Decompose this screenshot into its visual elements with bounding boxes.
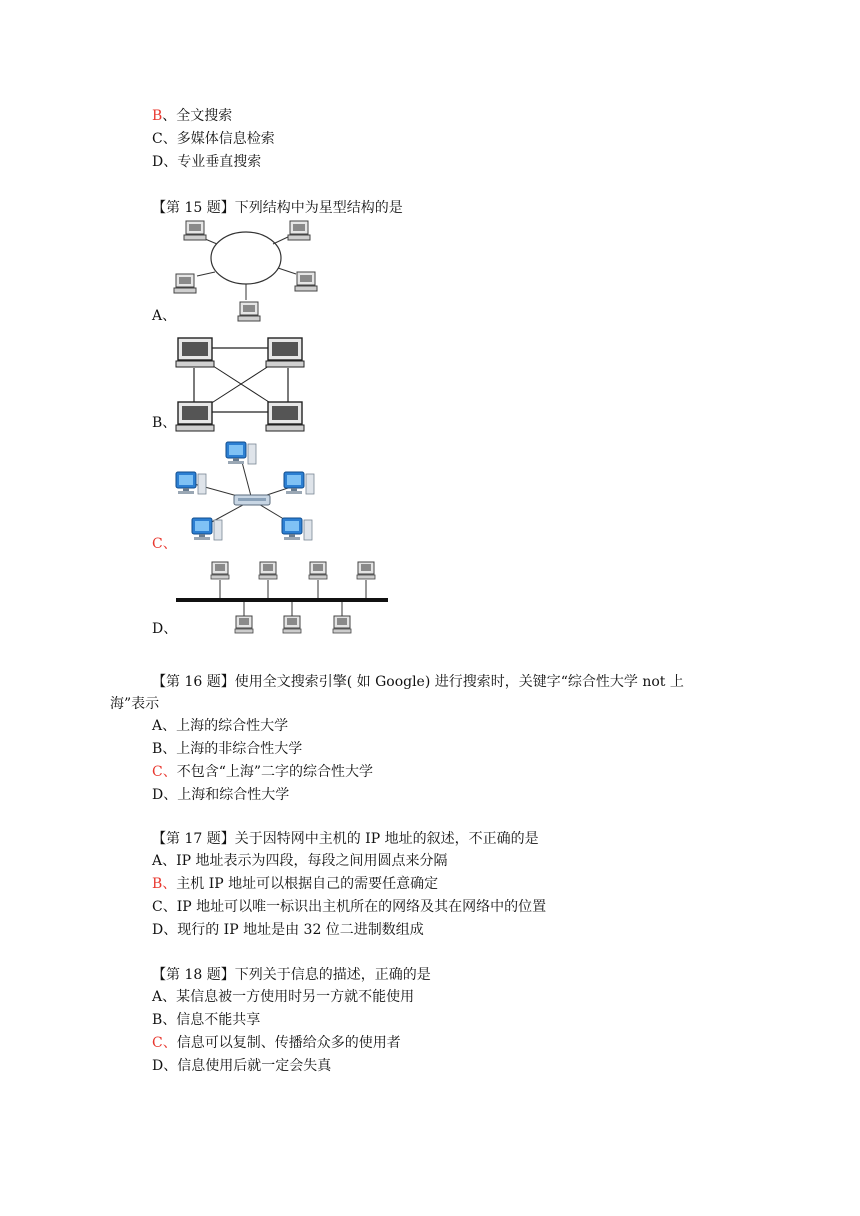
q18-title: 【第 18 题】下列关于信息的描述，正确的是 — [152, 967, 431, 983]
computer-icon — [176, 402, 214, 431]
computer-icon — [282, 518, 312, 540]
bus-topology-figure — [172, 558, 394, 636]
computer-icon — [184, 221, 206, 240]
computer-icon — [192, 518, 222, 540]
hub-icon — [234, 495, 270, 505]
q16-option-c: C、不包含“上海”二字的综合性大学 — [152, 764, 374, 780]
q14-option-d: D、专业垂直搜索 — [152, 154, 262, 170]
computer-icon — [235, 616, 253, 633]
computer-icon — [309, 562, 327, 579]
option-letter: C — [152, 1035, 163, 1051]
computer-icon — [266, 338, 304, 367]
computer-icon — [357, 562, 375, 579]
computer-icon — [226, 442, 256, 464]
computer-icon — [288, 221, 310, 240]
option-letter: C — [152, 764, 163, 780]
computer-icon — [266, 402, 304, 431]
option-letter: B — [152, 108, 163, 124]
q14-option-c: C、多媒体信息检索 — [152, 131, 275, 147]
q18-option-c: C、信息可以复制、传播给众多的使用者 — [152, 1035, 401, 1051]
q18-option-b: B、信息不能共享 — [152, 1012, 261, 1028]
mesh-topology-figure — [172, 334, 312, 434]
option-letter: B — [152, 876, 163, 892]
computer-icon — [295, 272, 317, 291]
star-topology-figure — [172, 440, 332, 552]
q18-option-d: D、信息使用后就一定会失真 — [152, 1058, 332, 1074]
q17-option-b: B、主机 IP 地址可以根据自己的需要任意确定 — [152, 876, 439, 892]
computer-icon — [176, 338, 214, 367]
computer-icon — [238, 302, 260, 321]
computer-icon — [283, 616, 301, 633]
q17-option-c: C、IP 地址可以唯一标识出主机所在的网络及其在网络中的位置 — [152, 899, 547, 915]
q15-label-c: C、 — [152, 536, 177, 552]
computer-icon — [176, 472, 206, 494]
q17-option-a: A、IP 地址表示为四段，每段之间用圆点来分隔 — [152, 853, 448, 869]
q18-option-a: A、某信息被一方使用时另一方就不能使用 — [152, 989, 415, 1005]
computer-icon — [174, 274, 196, 293]
q16-title-line1: 【第 16 题】使用全文搜索引擎( 如 Google) 进行搜索时，关键字“综合性大学 not 上 — [152, 674, 684, 690]
q15-label-a: A、 — [152, 308, 177, 324]
computer-icon — [211, 562, 229, 579]
q17-option-d: D、现行的 IP 地址是由 32 位二进制数组成 — [152, 922, 424, 938]
q15-label-b: B、 — [152, 415, 177, 431]
q14-option-b: B、全文搜索 — [152, 108, 233, 124]
q15-title: 【第 15 题】下列结构中为星型结构的是 — [152, 200, 403, 216]
q16-option-a: A、上海的综合性大学 — [152, 718, 289, 734]
q17-title: 【第 17 题】关于因特网中主机的 IP 地址的叙述，不正确的是 — [152, 831, 539, 847]
ring-topology-figure — [170, 216, 330, 326]
q16-option-b: B、上海的非综合性大学 — [152, 741, 303, 757]
computer-icon — [284, 472, 314, 494]
q15-label-d: D、 — [152, 621, 178, 637]
computer-icon — [333, 616, 351, 633]
q16-title-line2: 海”表示 — [110, 696, 160, 712]
computer-icon — [259, 562, 277, 579]
q16-option-d: D、上海和综合性大学 — [152, 787, 290, 803]
